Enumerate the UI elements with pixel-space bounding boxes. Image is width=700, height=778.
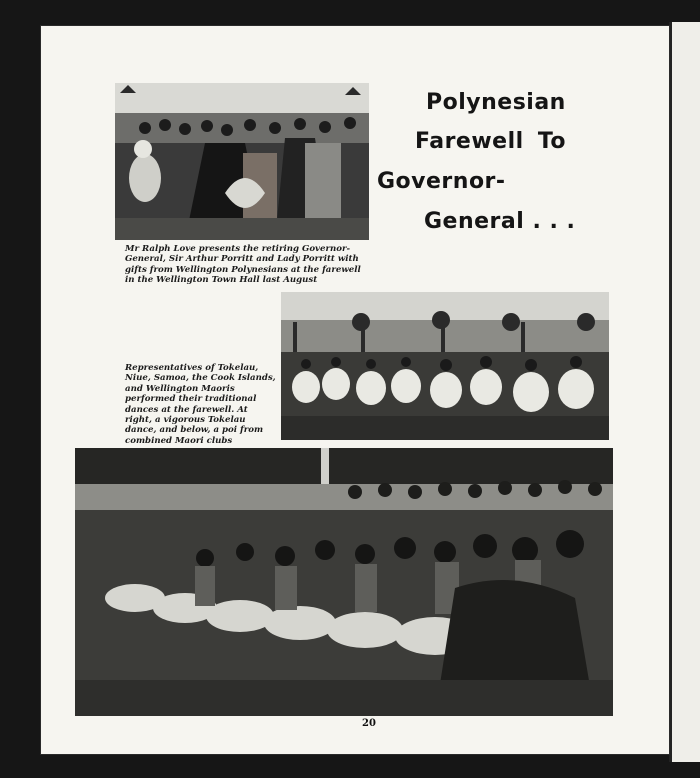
headline-line-3: Governor-: [377, 169, 506, 194]
page-number: 20: [362, 718, 376, 729]
headline-line-1: Polynesian: [426, 90, 566, 115]
adjacent-page-edge: [672, 22, 700, 762]
headline-line-2: Farewell To: [415, 129, 567, 154]
presentation-photo: [115, 83, 369, 240]
tokelau-dance-photo: [281, 292, 609, 440]
dance-caption: Representatives of Tokelau, Niue, Samoa, the Cook Islands, and Wellington Maoris performed their traditional dances at the farewell. At right, a vigorous Tokelau dance, and below, a poi from combined Maori clubs: [125, 363, 276, 446]
presentation-caption: Mr Ralph Love presents the retiring Governor-General, Sir Arthur Porritt and Lady Porritt with gifts from Wellington Polynesians at the farewell in the Wellington Town Hall last August: [125, 244, 361, 286]
maori-poi-photo: [75, 448, 613, 716]
magazine-page: [41, 26, 669, 754]
headline-line-4: General . . .: [424, 209, 576, 234]
